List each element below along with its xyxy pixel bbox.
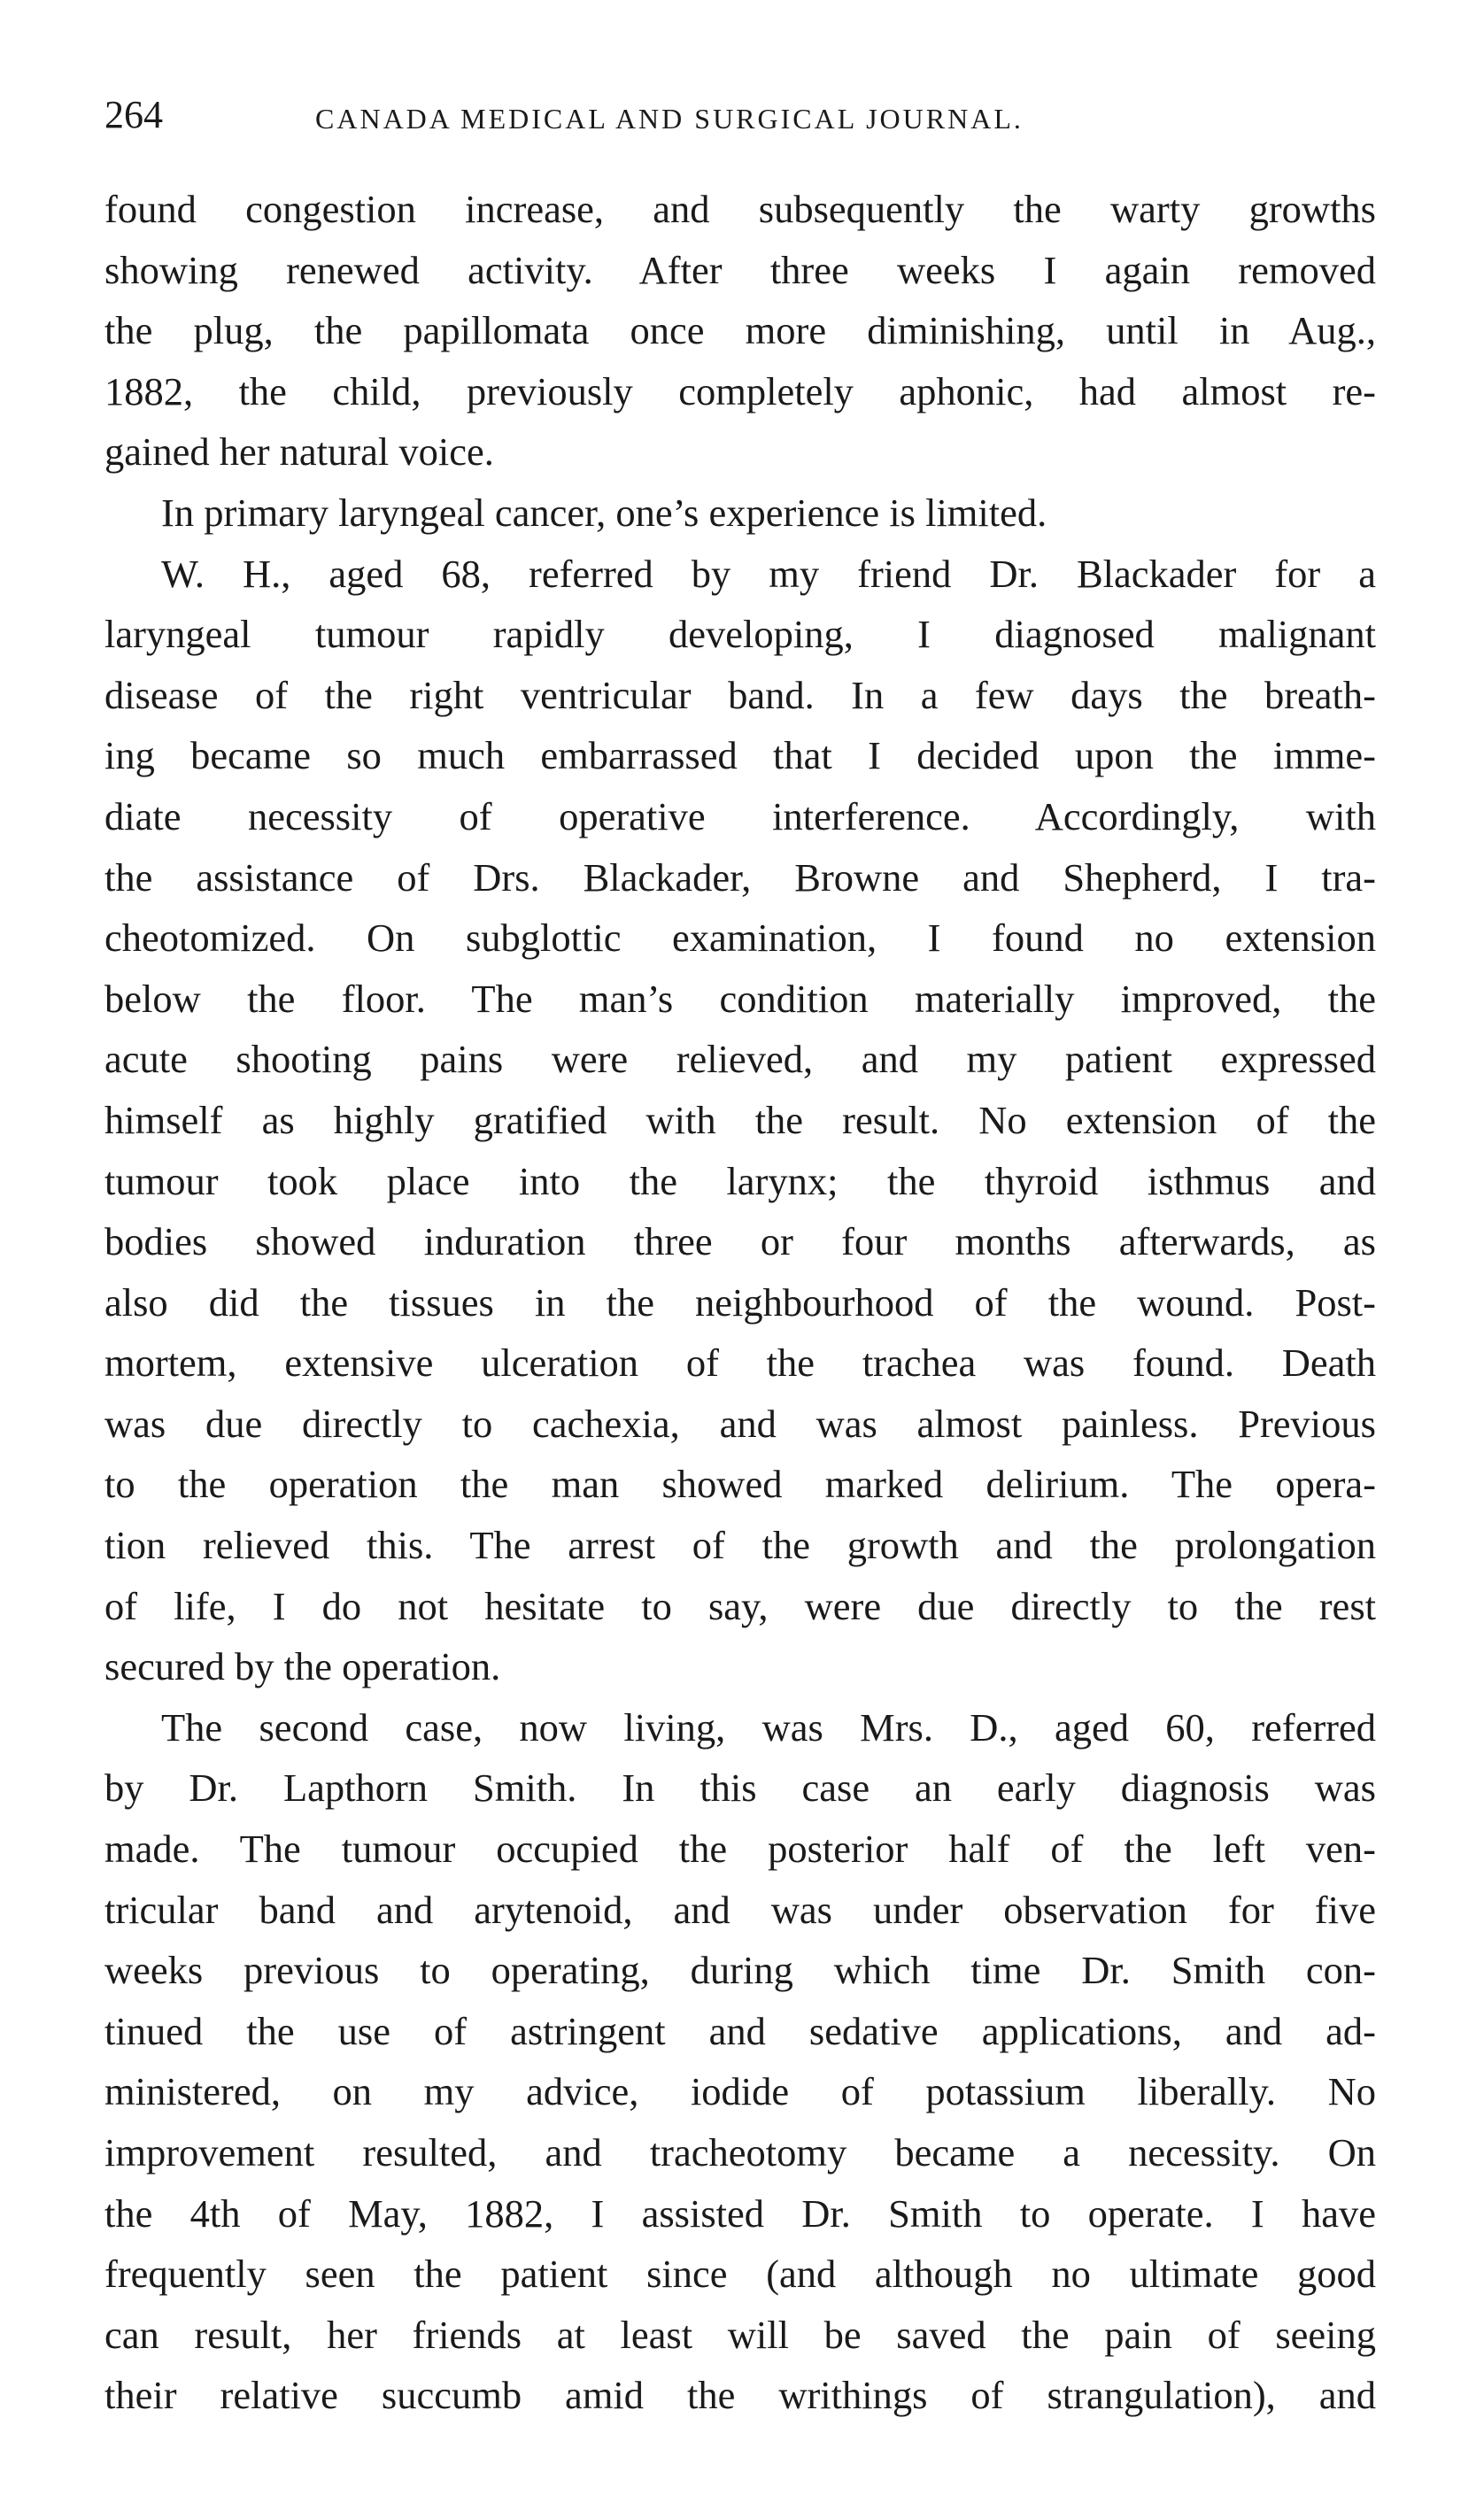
paragraph bbox=[104, 544, 1376, 1697]
paragraph bbox=[104, 1697, 1376, 2426]
text-line: of life, I do not hesitate to say, were due directly to the rest bbox=[104, 1583, 1376, 1628]
text-line: himself as highly gratified with the result. No extension of the bbox=[104, 1097, 1376, 1142]
text-line: tricular band and arytenoid, and was under observation for five bbox=[104, 1887, 1376, 1932]
text-line: made. The tumour occupied the posterior half of the left ven- bbox=[104, 1827, 1376, 1872]
text-line: gained her natural voice. bbox=[104, 429, 494, 475]
text-line: found congestion increase, and subsequently the warty growths bbox=[104, 187, 1376, 231]
text-line: improvement resulted, and tracheotomy became a necessity. On bbox=[104, 2130, 1376, 2175]
text-line: tion relieved this. The arrest of the growth and the prolongation bbox=[104, 1523, 1376, 1568]
text-line: ministered, on my advice, iodide of potassium liberally. No bbox=[104, 2069, 1376, 2114]
text-line: frequently seen the patient since (and although no ultimate good bbox=[104, 2252, 1376, 2297]
text-line: W. H., aged 68, referred by my friend Dr. Blackader for a bbox=[161, 551, 1376, 596]
text-line: ing became so much embarrassed that I decided upon the imme- bbox=[104, 733, 1376, 778]
text-line: showing renewed activity. After three weeks I again removed bbox=[104, 247, 1376, 292]
text-line: by Dr. Lapthorn Smith. In this case an early diagnosis was bbox=[104, 1765, 1376, 1811]
text-line: tumour took place into the larynx; the thyroid isthmus and bbox=[104, 1158, 1376, 1203]
text-line: was due directly to cachexia, and was almost painless. Previous bbox=[104, 1401, 1376, 1446]
text-line: to the operation the man showed marked delirium. The opera- bbox=[104, 1462, 1376, 1507]
text-line: 1882, the child, previously completely aphonic, had almost re- bbox=[104, 368, 1376, 413]
text-line: mortem, extensive ulceration of the trachea was found. Death bbox=[104, 1340, 1376, 1386]
text-line: the plug, the papillomata once more diminishing, until in Aug., bbox=[104, 308, 1376, 353]
text-line: weeks previous to operating, during which time Dr. Smith con- bbox=[104, 1948, 1376, 1993]
text-line: their relative succumb amid the writhings of strangulation), and bbox=[104, 2373, 1376, 2418]
text-line: can result, her friends at least will be saved the pain of seeing bbox=[104, 2312, 1376, 2357]
text-line: the assistance of Drs. Blackader, Browne and Shepherd, I tra- bbox=[104, 854, 1376, 900]
paragraph bbox=[104, 483, 1376, 544]
text-line: laryngeal tumour rapidly developing, I diagnosed malignant bbox=[104, 612, 1376, 657]
text-line: The second case, now living, was Mrs. D., aged 60, referred bbox=[161, 1704, 1376, 1750]
text-line: In primary laryngeal cancer, one’s experience is limited. bbox=[161, 490, 1047, 535]
body-text bbox=[104, 179, 1376, 2426]
paragraph bbox=[104, 179, 1376, 483]
page-number: 264 bbox=[104, 93, 163, 136]
running-head bbox=[104, 89, 1380, 142]
text-line: disease of the right ventricular band. In a few days the breath- bbox=[104, 672, 1376, 717]
text-line: acute shooting pains were relieved, and my patient expressed bbox=[104, 1037, 1376, 1082]
journal-title: CANADA MEDICAL AND SURGICAL JOURNAL. bbox=[315, 103, 1024, 135]
text-line: secured by the operation. bbox=[104, 1644, 501, 1689]
text-line: the 4th of May, 1882, I assisted Dr. Smith to operate. I have bbox=[104, 2190, 1376, 2236]
text-line: tinued the use of astringent and sedative applications, and ad- bbox=[104, 2008, 1376, 2053]
text-line: below the floor. The man’s condition materially improved, the bbox=[104, 976, 1376, 1021]
text-line: bodies showed induration three or four months afterwards, as bbox=[104, 1219, 1376, 1264]
text-line: cheotomized. On subglottic examination, I found no extension bbox=[104, 915, 1376, 961]
text-line: also did the tissues in the neighbourhood of the wound. Post- bbox=[104, 1279, 1376, 1325]
text-line: diate necessity of operative interference. Accordingly, with bbox=[104, 793, 1376, 838]
